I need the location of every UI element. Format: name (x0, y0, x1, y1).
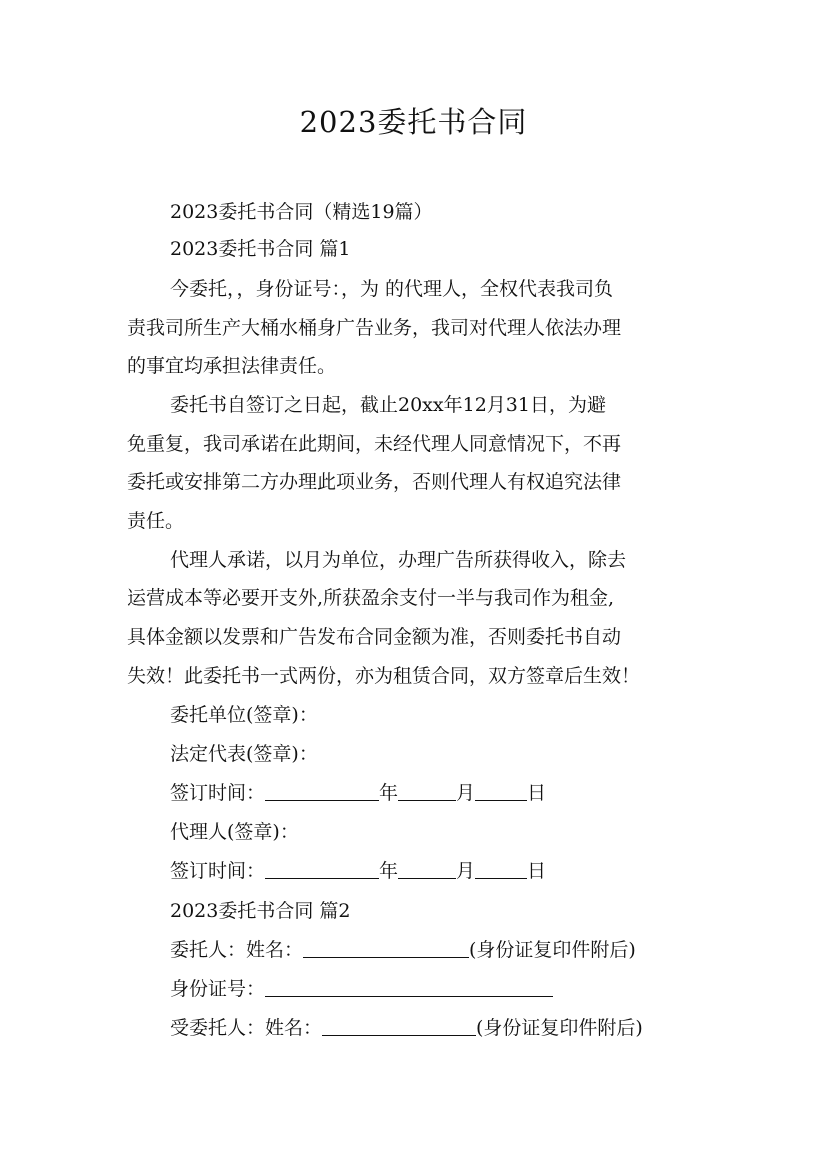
paragraph-3-line-3: 具体金额以发票和广告发布合同金额为准，否则委托书自动 (127, 626, 622, 648)
document-title: 2023委托书合同 (299, 105, 528, 139)
paragraph-3-line-4: 失效！此委托书一式两份，亦为租赁合同，双方签章后生效！ (127, 665, 641, 687)
day-label: 日 (527, 782, 547, 804)
signature-legal-rep: 法定代表(签章)： (170, 743, 318, 765)
paragraph-3-line-1: 代理人承诺，以月为单位，办理广告所获得收入，除去 (170, 549, 627, 571)
signature-unit: 委托单位(签章)： (170, 704, 318, 726)
paragraph-1-line-3: 的事宜均承担法律责任。 (127, 355, 337, 377)
year-blank (265, 778, 379, 801)
id-number-row (170, 974, 553, 1004)
year-blank (265, 856, 379, 879)
agent-name-row (170, 1013, 643, 1043)
sign-time-row-2 (170, 856, 546, 886)
signature-agent: 代理人(签章)： (170, 821, 299, 843)
agent-name-label: 受委托人：姓名： (170, 1017, 323, 1039)
principal-name-row (170, 935, 636, 965)
id-copy-note: (身份证复印件附后) (469, 939, 636, 961)
day-blank (475, 856, 527, 879)
principal-name-blank (303, 935, 469, 958)
id-number-label: 身份证号： (170, 978, 266, 1000)
month-label: 月 (456, 782, 476, 804)
id-number-blank (265, 974, 553, 997)
month-label: 月 (456, 860, 476, 882)
document-subtitle: 2023委托书合同（精选19篇） (170, 201, 433, 223)
sign-time-label: 签订时间： (170, 782, 266, 804)
year-label: 年 (379, 782, 399, 804)
day-blank (475, 778, 527, 801)
principal-name-label: 委托人：姓名： (170, 939, 304, 961)
paragraph-2-line-4: 责任。 (127, 510, 185, 532)
paragraph-1-line-1: 今委托，，身份证号：，为 的代理人，全权代表我司负 (170, 278, 614, 300)
id-copy-note: (身份证复印件附后) (476, 1017, 643, 1039)
month-blank (398, 778, 456, 801)
paragraph-2-line-2: 免重复，我司承诺在此期间，未经代理人同意情况下，不再 (127, 433, 622, 455)
paragraph-2-line-3: 委托或安排第二方办理此项业务，否则代理人有权追究法律 (127, 471, 622, 493)
year-label: 年 (379, 860, 399, 882)
paragraph-2-line-1: 委托书自签订之日起，截止20xx年12月31日，为避 (170, 394, 606, 416)
agent-name-blank (322, 1013, 476, 1036)
section-2-heading: 2023委托书合同 篇2 (170, 900, 351, 922)
paragraph-1-line-2: 责我司所生产大桶水桶身广告业务，我司对代理人依法办理 (127, 317, 622, 339)
day-label: 日 (527, 860, 547, 882)
section-1-heading: 2023委托书合同 篇1 (170, 238, 351, 260)
sign-time-label: 签订时间： (170, 860, 266, 882)
sign-time-row-1 (170, 778, 546, 808)
paragraph-3-line-2: 运营成本等必要开支外,所获盈余支付一半与我司作为租金, (127, 587, 615, 609)
month-blank (398, 856, 456, 879)
